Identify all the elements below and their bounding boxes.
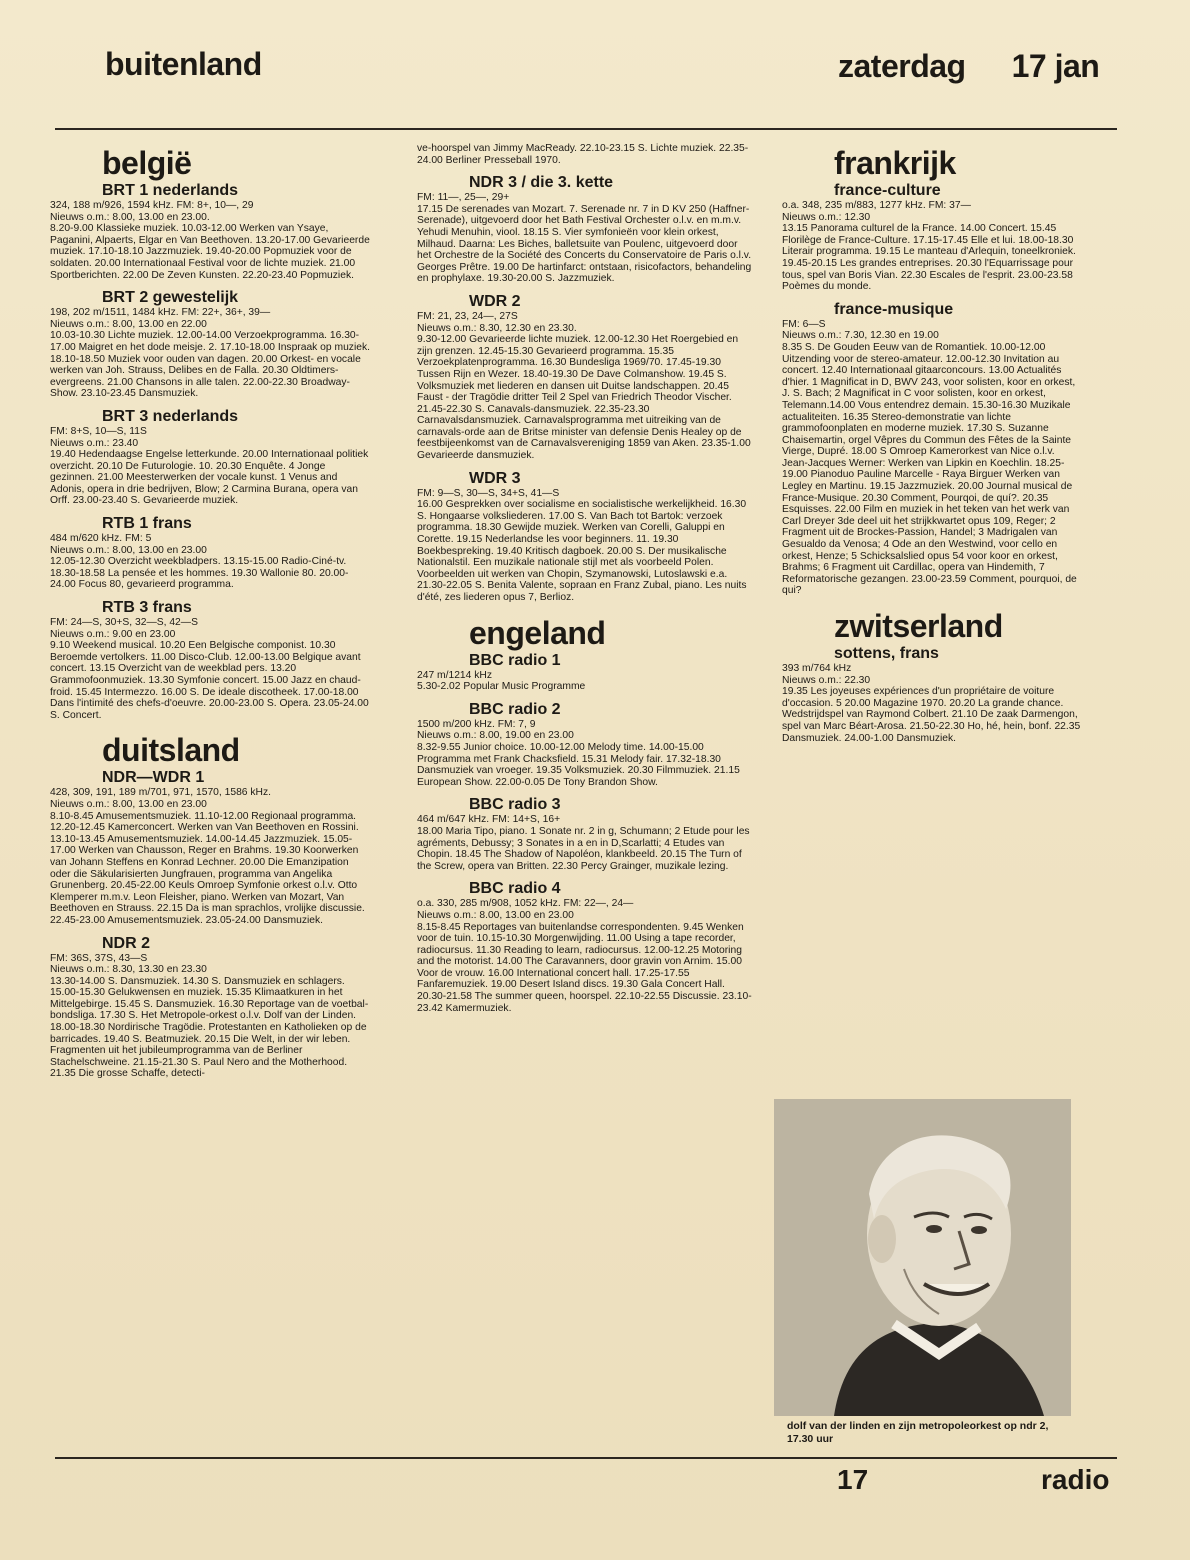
program-text: Nieuws o.m.: 8.00, 13.00 en 23.00 <box>50 798 207 810</box>
country-heading: duitsland <box>102 732 240 769</box>
country-heading: frankrijk <box>834 145 956 181</box>
program-text: Nieuws o.m.: 8.00, 13.00 en 23.00 <box>417 909 574 921</box>
program-text: FM: 8+S, 10—S, 11S <box>50 425 147 437</box>
program-text: 13.15 Panorama culturel de la France. 14.00 Concert. 15.45 Florilège de France-Culture. 17.15-17.45 Elle et lui. 18.00-18.30 Literair programma. 19.15 Le manteau d'Arlequin, toneelkroniek. 19.45-20.15 Les grandes entreprises. 20.30 l'Equarrissage pour tous, spel van Boris Vian. 22.30 Escales de l'esprit. 23.00-23.58 Poèmes du monde. <box>782 223 1076 293</box>
program-text: FM: 9—S, 30—S, 34+S, 41—S <box>417 487 560 499</box>
portrait-image <box>774 1099 1071 1416</box>
program-text: 8.15-8.45 Reportages van buitenlandse correspondenten. 9.45 Wenken voor de tuin. 10.15-10.30 Morgenwijding. 11.00 Using a tape recorder, radiocursus. 11.30 Reading to learn, radiocursus. 12.00-12.25 Motoring and the motorist. 14.00 The Caravanners, door gravin von Arnim. 15.00 Voor de vrouw. 16.00 International concert hall. 17.25-17.55 Fanfaremuziek. 19.00 Desert Island discs. 19.30 Gala Concert Hall. 20.30-21.58 The summer queen, hoorspel. 22.10-22.55 Discussie. 23.10-23.42 Kamermuziek. <box>417 921 752 1014</box>
program-text: 16.00 Gesprekken over socialisme en socialistische werkelijkheid. 16.30 S. Hongaarse volksliederen. 17.00 S. Van Bach tot Bartok: verzoek programma. 18.30 Gewijde muziek. Werken van Corelli, Galuppi en Corette. 19.15 Nederlandse les voor beginners. 11. 19.30 Boekbespreking. 19.40 Kritisch dagboek. 20.00 S. Der musikalische Nationalstil. Een muzikale nationale stijl met als voorbeeld Polen. Voorbeelden uit werken van Chopin, Szymanowski, Lutoslawski e.a. 21.30-22.05 S. Benita Valente, sopraan en Franz Zubal, piano. Les nuits d'été, zes liederen opus 7, Berlioz. <box>417 499 747 603</box>
column-3 <box>782 146 1082 744</box>
program-text: 8.35 S. De Gouden Eeuw van de Romantiek. 10.00-12.00 Uitzending voor de stereo-amateur. 12.00-12.30 Invitation au concert. 12.40 Internationaal gitaarconcours. 13.00 Actualités d'hier. 1 Magnificat in D, BWV 243, voor solisten, koor en orkest, J. S. Bach; 2 Magnificat in C voor solisten, koor en orkest, Telemann.14.00 Vous entendrez demain. 15.30-16.30 Muzikale actualiteiten. 16.35 Stereo-demonstratie van lichte grammofoonplaten en moderne muziek. 17.30 S. Suzanne Chaisemartin, orgel Vêpres du Commun des Fêtes de la Sainte Vierge, Dupré. 18.00 S Omroep Kamerorkest van Nice o.l.v. Jean-Jacques Werner: Werken van Lipkin en Koechlin. 18.25-19.00 Pianoduo Pauline Marcelle - Raya Birguer Werken van Legley en Martinu. 19.15 Jazzmuziek. 20.00 Journal musical de France-Musique. 20.30 Comment, Pourqoi, de quí?. 20.35 Esquisses. 22.00 Film en muziek in het teken van het werk van Carl Dreyer 3de deel uit het strijkkwartet opus 109, Reger; 2 Fragment uit de Brockes-Passion, Handel; 3 Madrigalen van Gesualdo da Venosa; 4 Ode an den Westwind, voor cello en orkest, Henze; 5 Schicksalslied opus 54 voor koor en orkest, Brahms; 6 Fragment uit Cardillac, opera van Hindemith, 7 Reformatorische gezangen. 23.00-23.59 Comment, pourquoi, de qui? <box>782 341 1077 597</box>
program-text: 12.05-12.30 Overzicht weekbladpers. 13.15-15.00 Radio-Ciné-tv. 18.30-18.58 La pensée et les hommes. 19.30 Wallonie 80. 20.00-24.00 Focus 80, gevarieerd programma. <box>50 556 349 591</box>
country-heading: engeland <box>469 614 606 651</box>
station-heading: france-musique <box>834 300 954 318</box>
station-heading: BRT 2 gewestelijk <box>102 289 239 307</box>
program-text: Nieuws o.m.: 23.40 <box>50 437 139 449</box>
program-text: 19.35 Les joyeuses expériences d'un propriétaire de voiture d'occasion. 5 20.00 Magazine 1970. 20.20 La grande chance. Wedstrijdspel van Raymond Colbert. 21.10 De zaak Darmengon, spel van Marc Béart-Arosa. 21.50-22.30 Ho, hé, hein, bonf. 22.35 Dansmuziek. 24.00-1.00 Dansmuziek. <box>782 686 1081 744</box>
program-text: 9.10 Weekend musical. 10.20 Een Belgische componist. 10.30 Beroemde vertolkers. 11.00 Disco-Club. 12.00-13.00 Belgique avant concert. 13.15 Overzicht van de weekblad pers. 13.20 Grammofoonmuziek. 13.30 Symfonie concert. 15.00 Jazz en chaud-froid. 15.45 Intermezzo. 16.00 S. De ideale discotheek. 17.00-18.00 Dans l'intimité des chefs-d'oeuvre. 20.00-23.00 S. Opera. 23.05-24.00 S. Concert. <box>50 640 369 721</box>
program-text: 8.10-8.45 Amusementsmuziek. 11.10-12.00 Regionaal programma. 12.20-12.45 Kamerconcert. Werken van Van Beethoven en Rossini. 13.10-13.45 Amusementsmuziek. 14.00-14.45 Jazzmuziek. 15.05-17.00 Werken van Chausson, Reger en Brahms. 19.30 Koorwerken van Johann Steffens en Konrad Lechner. 20.00 Die Emanzipation oder die Säkularisierten Jungfrauen, programma van Angelika Grunenberg. 20.45-22.00 Keuls Omroep Symfonie orkest o.l.v. Otto Klemperer m.m.v. Leon Fleisher, piano. Werken van Mozart, Van Beethoven en Strauss. 22.15 Da is man sprachlos, vrolijke discussie. 22.45-23.00 Amusementsmuziek. 23.05-24.00 Dansmuziek. <box>50 810 365 926</box>
date-header <box>838 48 1099 85</box>
bottom-rule <box>55 1457 1117 1459</box>
footer-section: radio <box>1041 1464 1110 1495</box>
program-text: FM: 21, 23, 24—, 27S <box>417 310 518 322</box>
program-text: 13.30-14.00 S. Dansmuziek. 14.30 S. Dansmuziek en schlagers. 15.00-15.30 Gelukwensen en muziek. 15.35 Klimaatkuren in het Mittelgebirge. 15.45 S. Dansmuziek. 16.30 Reportage van de voetbal-bondsliga. 17.30 S. Het Metropole-orkest o.l.v. Dolf van der Linden. 18.00-18.30 Nordirische Tragödie. Protestanten en Katholieken op de barricades. 19.40 S. Beatmuziek. 20.15 Die Welt, in der wir leben. Fragmenten uit het jubileumprogramma van de Berliner Stachelschweine. 21.15-21.30 S. Paul Nero and the Motherhood. 21.35 Die grosse Schaffe, detecti- <box>50 975 369 1080</box>
program-text: Nieuws o.m.: 8.30, 13.30 en 23.30 <box>50 964 207 976</box>
program-text: Nieuws o.m.: 8.00, 13.00 en 23.00 <box>50 544 207 556</box>
station-heading: BRT 3 nederlands <box>102 407 239 425</box>
conductor-photo <box>774 1099 1071 1416</box>
program-text: 464 m/647 kHz. FM: 14+S, 16+ <box>417 814 561 826</box>
date-label: 17 jan <box>1011 48 1100 84</box>
program-text: 18.00 Maria Tipo, piano. 1 Sonate nr. 2 in g, Schumann; 2 Etude pour les agréments, Debussy; 3 Sonates in a en in D,Scarlatti; 4 Etudes van Chopin. 18.45 The Shadow of Napoléon, klankbeeld. 20.15 The Turn of the Screw, opera van Britten. 22.30 Percy Grainger, muzikale lezing. <box>417 825 750 872</box>
program-text: 17.15 De serenades van Mozart. 7. Serenade nr. 7 in D KV 250 (Haffner-Serenade), uitgevoerd door het Bath Festival Orchester o.l.v. en m.m.v. Yehudi Menuhin, viool. 18.15 S. Vier symfonieën voor klein orkest, Milhaud. Daarna: Les Biches, balletsuite van Poulenc, uitgevoerd door het Orchestre de la Société des Concerts du Conservatoire de Paris o.l.v. Georges Prêtre. 19.00 De hartinfarct: ontstaan, risicofactors, behandeling en prophylaxe. 19.30-20.00 S. Jazzmuziek. <box>417 203 752 285</box>
program-text: Nieuws o.m.: 8.00, 13.00 en 23.00. <box>50 211 210 223</box>
program-text: Nieuws o.m.: 12.30 <box>782 211 871 223</box>
program-text: 8.20-9.00 Klassieke muziek. 10.03-12.00 Werken van Ysaye, Paganini, Alpaerts, Elgar en Van Beethoven. 13.20-17.00 Gevarieerde muziek. 17.10-18.10 Jazzmuziek. 19.40-20.00 Popmuziek voor de soldaten. 20.00 Internationaal Festival voor de lichte muziek. 21.00 Sportberichten. 22.00 De Zeven Kunsten. 22.20-23.40 Popmuziek. <box>50 223 370 281</box>
top-rule <box>55 128 1117 130</box>
station-heading: RTB 1 frans <box>102 515 192 533</box>
station-heading: france-culture <box>834 182 941 199</box>
station-heading: BBC radio 2 <box>469 700 561 718</box>
station-heading: BBC radio 3 <box>469 796 561 814</box>
column-1 <box>50 146 370 1080</box>
program-text: FM: 11—, 25—, 29+ <box>417 192 510 204</box>
station-heading: sottens, frans <box>834 645 939 662</box>
country-heading: belgië <box>102 145 192 181</box>
page-number: 17 <box>837 1464 869 1495</box>
program-text: 484 m/620 kHz. FM: 5 <box>50 533 152 545</box>
program-text: 10.03-10.30 Lichte muziek. 12.00-14.00 Verzoekprogramma. 16.30-17.00 Maigret en het dode meisje. 2. 17.10-18.00 Inspraak op muziek. 18.10-18.50 Muziek voor ouden van dagen. 20.00 Orkest- en vocale werken van Joh. Strauss, Delibes en de Falla. 20.30 Oldtimers-evergreens. 21.00 Chansons in alle talen. 22.00-22.30 Broadway-Show. 23.10-23.45 Dansmuziek. <box>50 330 370 400</box>
program-text: 393 m/764 kHz <box>782 663 852 674</box>
program-text: Nieuws o.m.: 8.30, 12.30 en 23.30. <box>417 322 577 334</box>
station-heading: WDR 3 <box>469 469 521 487</box>
station-heading: BBC radio 4 <box>469 880 561 898</box>
program-text: 428, 309, 191, 189 m/701, 971, 1570, 1586 kHz. <box>50 787 271 799</box>
station-heading: BRT 1 nederlands <box>102 182 239 199</box>
station-heading: WDR 2 <box>469 292 521 310</box>
program-text: 324, 188 m/926, 1594 kHz. FM: 8+, 10—, 29 <box>50 200 254 211</box>
program-text: 5.30-2.02 Popular Music Programme <box>417 681 586 693</box>
station-heading: NDR—WDR 1 <box>102 769 205 787</box>
program-text: Nieuws o.m.: 8.00, 13.00 en 22.00 <box>50 318 207 330</box>
program-text: FM: 36S, 37S, 43—S <box>50 952 148 964</box>
country-heading: zwitserland <box>834 608 1003 644</box>
station-heading: NDR 3 / die 3. kette <box>469 174 614 192</box>
column-2 <box>417 143 752 1014</box>
program-text: o.a. 348, 235 m/883, 1277 kHz. FM: 37— <box>782 200 971 211</box>
program-text: FM: 6—S <box>782 318 826 330</box>
program-text: 19.40 Hedendaagse Engelse letterkunde. 20.00 Internationaal politiek overzicht. 20.10 De Futurologie. 10. 20.30 Enquête. 4 Jonge gezinnen. 21.00 Meesterwerken der vocale kunst. 1 Venus and Adonis, opera in drie bedrijven, Blow; 2 Carmina Burana, opera van Orff. 23.00-23.40 S. Gevarieerde muziek. <box>50 449 369 507</box>
program-text: Nieuws o.m.: 8.00, 19.00 en 23.00 <box>417 730 574 742</box>
program-text: Nieuws o.m.: 7.30, 12.30 en 19.00 <box>782 330 939 342</box>
program-text: 198, 202 m/1511, 1484 kHz. FM: 22+, 36+, 39— <box>50 307 271 319</box>
station-heading: BBC radio 1 <box>469 651 561 669</box>
program-text: FM: 24—S, 30+S, 32—S, 42—S <box>50 617 198 629</box>
day-label: zaterdag <box>838 48 966 84</box>
program-text: ve-hoorspel van Jimmy MacReady. 22.10-23.15 S. Lichte muziek. 22.35-24.00 Berliner Presseball 1970. <box>417 143 749 166</box>
program-text: 8.32-9.55 Junior choice. 10.00-12.00 Melody time. 14.00-15.00 Programma met Frank Chacksfield. 15.31 Melody fair. 17.32-18.30 Dansmuziek van vroeger. 19.35 Volksmuziek. 20.30 Filmmuziek. 21.15 European Show. 22.00-0.05 De Tony Brandon Show. <box>417 741 740 788</box>
photo-caption: dolf van der linden en zijn metropoleorkest op ndr 2, 17.30 uur <box>787 1420 1049 1445</box>
program-text: 1500 m/200 kHz. FM: 7, 9 <box>417 718 536 730</box>
station-heading: RTB 3 frans <box>102 599 192 617</box>
section-title: buitenland <box>105 46 262 82</box>
program-text: Nieuws o.m.: 9.00 en 23.00 <box>50 628 176 640</box>
program-text: Nieuws o.m.: 22.30 <box>782 674 871 686</box>
station-heading: NDR 2 <box>102 934 151 952</box>
program-text: 247 m/1214 kHz <box>417 669 492 681</box>
program-text: o.a. 330, 285 m/908, 1052 kHz. FM: 22—, 24— <box>417 898 634 910</box>
program-text: 9.30-12.00 Gevarieerde lichte muziek. 12.00-12.30 Het Roergebied en zijn grenzen. 12.45-15.30 Gevarieerd programma. 15.35 Verzoekplatenprogramma. 16.30 Bundesliga 1969/70. 17.45-19.30 Tussen Rijn en Wezer. 18.40-19.30 De Dave Colmanshow. 19.45 S. Volksmuziek met liederen en dansen uit Duitse landschappen. 20.45 Faust - der Tragödie dritter Teil 2 Spel van Friedrich Theodor Vischer. 21.45-22.30 S. Canavals-dansmuziek. 22.35-23.30 Carnavalsdansmuziek. Carnavalsprogramma met uitreiking van de carnavals-orde aan de Britse minister van defensie Denis Healey op de feestbijeenkomst van de Carnavalsvereniging 1859 van Aken. 23.35-1.00 Gevarieerde dansmuziek. <box>417 334 751 462</box>
